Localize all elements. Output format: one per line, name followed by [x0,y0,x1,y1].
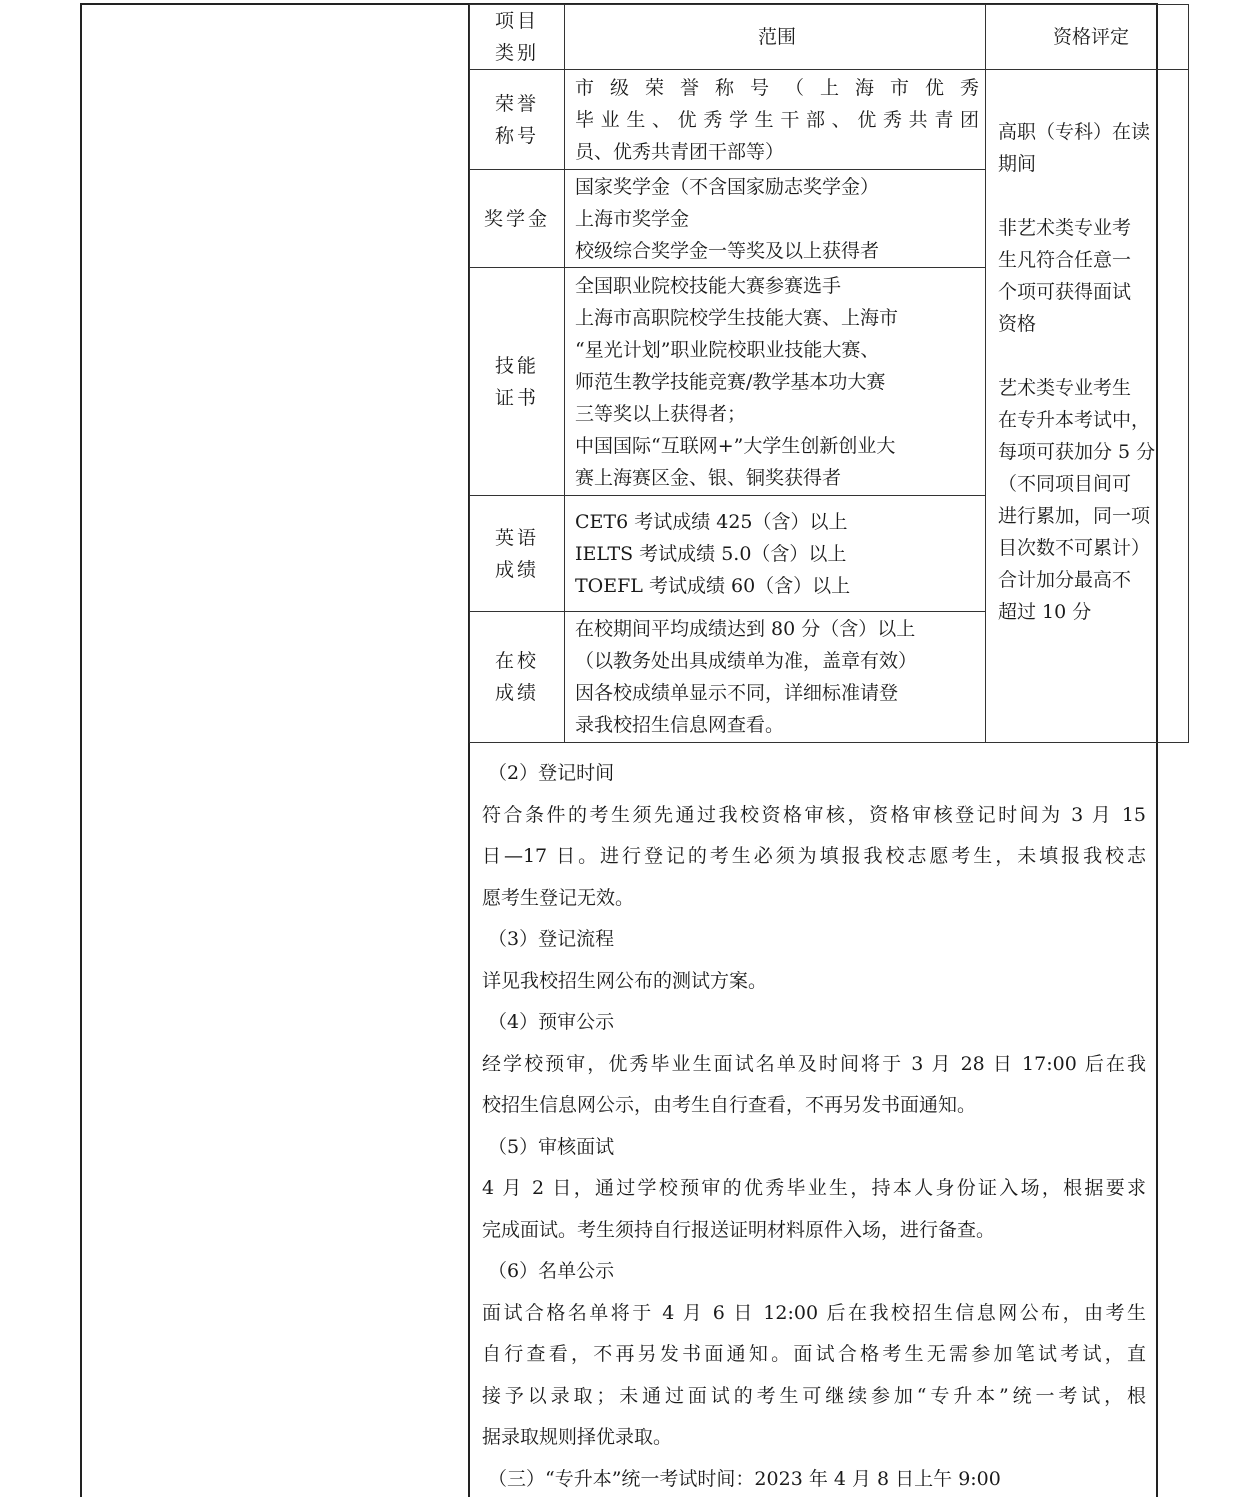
section-heading: （2）登记时间 [482,753,1146,795]
section-heading: （3）登记流程 [482,919,1146,961]
paragraph-line: 面试合格名单将于 4 月 6 日 12:00 后在我校招生信息网公布，由考生 [482,1293,1146,1335]
paragraph-line: 完成面试。考生须持自行报送证明材料原件入场，进行备查。 [482,1210,1146,1252]
scope-cell: 市级荣誉称号（上海市优秀 毕业生、优秀学生干部、优秀共青团 员、优秀共青团干部等） [565,70,986,170]
category-cell: 荣誉 称号 [470,70,565,170]
scope-cell: 在校期间平均成绩达到 80 分（含）以上 （以教务处出具成绩单为准，盖章有效） 因各校成绩单显示不同，详细标准请登 录我校招生信息网查看。 [565,612,986,743]
header-scope: 范围 [565,5,986,70]
section-heading: （6）名单公示 [482,1251,1146,1293]
category-cell: 在校 成绩 [470,612,565,743]
table-header-row [470,5,1189,70]
table-row [470,70,1189,170]
paragraph-line: 经学校预审，优秀毕业生面试名单及时间将于 3 月 28 日 17:00 后在我 [482,1044,1146,1086]
paragraph-line: 校招生信息网公示，由考生自行查看，不再另发书面通知。 [482,1085,1146,1127]
procedure-text [482,753,1146,1500]
qual-para-1: 高职（专科）在读 期间 [998,116,1184,180]
paragraph-line: 详见我校招生网公布的测试方案。 [482,961,1146,1003]
paragraph-line: 符合条件的考生须先通过我校资格审核，资格审核登记时间为 3 月 15 [482,795,1146,837]
scope-cell: 全国职业院校技能大赛参赛选手 上海市高职院校学生技能大赛、上海市 “星光计划”职业院校职业技能大赛、 师范生教学技能竞赛/教学基本功大赛 三等奖以上获得者； 中国国际“互联网+”大学生创新创业大 赛上海赛区金、银、铜奖获得者 [565,268,986,496]
paragraph-line: 据录取规则择优录取。 [482,1417,1146,1459]
scope-cell: 国家奖学金（不含国家励志奖学金） 上海市奖学金 校级综合奖学金一等奖及以上获得者 [565,170,986,268]
qualification-cell [986,70,1189,743]
category-cell: 英语 成绩 [470,496,565,612]
qual-para-3: 艺术类专业考生 在专升本考试中， 每项可获加分 5 分 （不同项目间可 进行累加，同一项 目次数不可累计） 合计加分最高不 超过 10 分 [998,372,1184,628]
qualification-table [469,4,1189,743]
paragraph-line: 愿考生登记无效。 [482,878,1146,920]
paragraph-line: 4 月 2 日，通过学校预审的优秀毕业生，持本人身份证入场，根据要求 [482,1168,1146,1210]
paragraph-line: 自行查看，不再另发书面通知。面试合格考生无需参加笔试考试，直 [482,1334,1146,1376]
section-heading: （5）审核面试 [482,1127,1146,1169]
qual-para-2: 非艺术类专业考 生凡符合任意一 个项可获得面试 资格 [998,212,1184,340]
header-qualification: 资格评定 [986,5,1189,70]
exam-time-heading: （三）“专升本”统一考试时间：2023 年 4 月 8 日上午 9:00 [482,1459,1146,1500]
section-heading: （4）预审公示 [482,1002,1146,1044]
paragraph-line: 日—17 日。进行登记的考生必须为填报我校志愿考生，未填报我校志 [482,836,1146,878]
paragraph-line: 接予以录取；未通过面试的考生可继续参加“专升本”统一考试，根 [482,1376,1146,1418]
category-cell: 技能 证书 [470,268,565,496]
scope-cell: CET6 考试成绩 425（含）以上 IELTS 考试成绩 5.0（含）以上 TOEFL 考试成绩 60（含）以上 [565,496,986,612]
header-category: 项目 类别 [470,5,565,70]
category-cell: 奖学金 [470,170,565,268]
